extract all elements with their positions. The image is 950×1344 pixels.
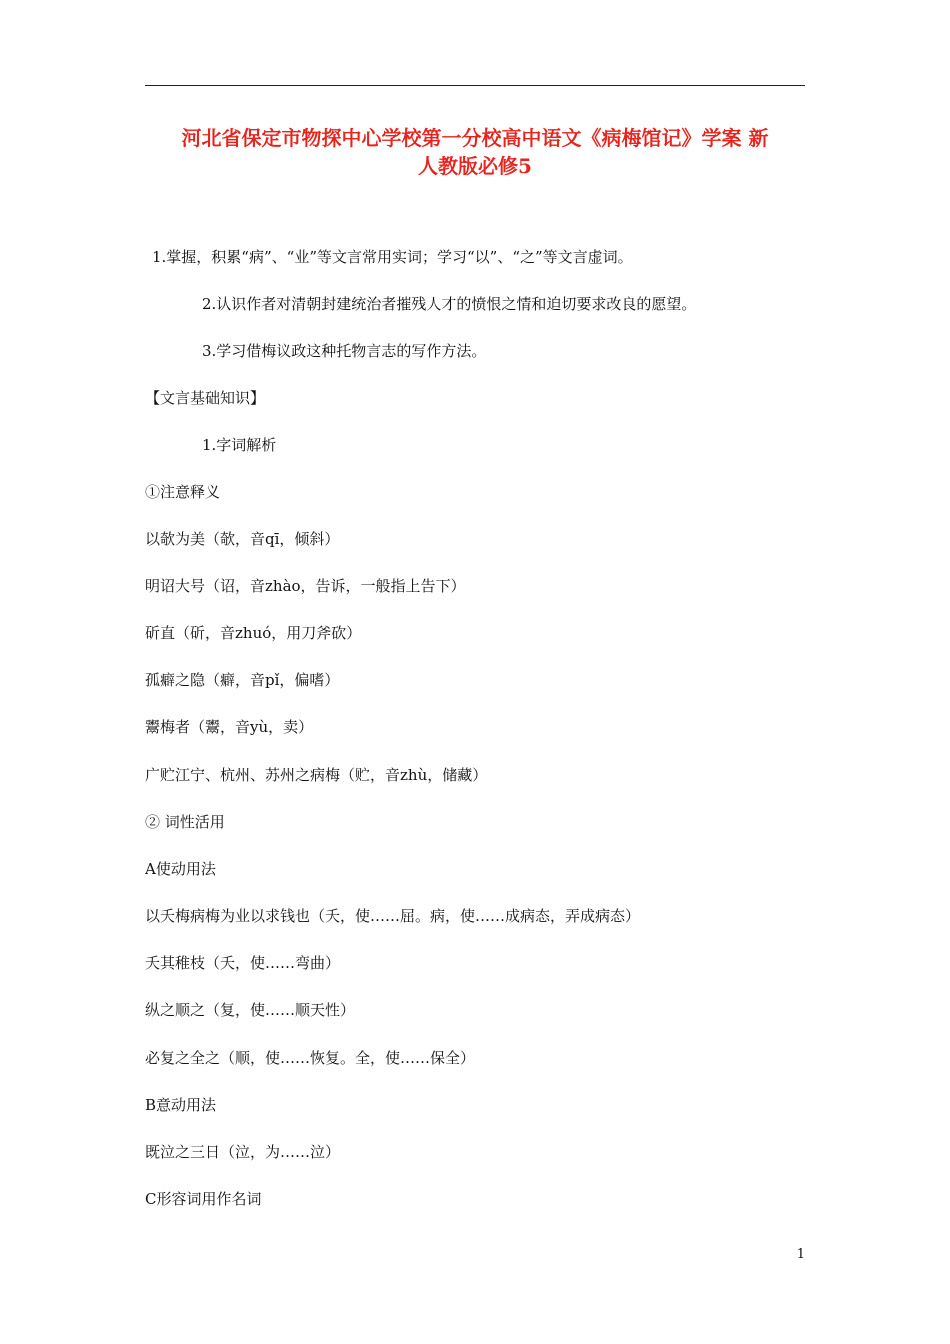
note-item: 以欹为美（欹，音qī，倾斜）	[145, 530, 340, 548]
section-heading: 【文言基础知识】	[145, 389, 266, 407]
putative-heading: B意动用法	[145, 1096, 217, 1114]
page-number: 1	[796, 1247, 805, 1262]
notes-heading: ①注意释义	[145, 483, 221, 501]
causative-item: 夭其稚枝（夭，使……弯曲）	[145, 954, 341, 972]
title-line-2: 人教版必修5	[418, 154, 532, 178]
header-rule	[145, 85, 805, 86]
document-title	[145, 124, 805, 180]
objective-1: 1.掌握，积累“病”、“业”等文言常用实词；学习“以”、“之”等文言虚词。	[152, 248, 633, 266]
title-line-1: 河北省保定市物探中心学校第一分校高中语文《病梅馆记》学案 新	[181, 126, 769, 150]
causative-item: 必复之全之（顺，使……恢复。全，使……保全）	[145, 1049, 476, 1067]
note-item: 斫直（斫，音zhuó，用刀斧砍）	[145, 624, 362, 642]
note-item: 广贮江宁、杭州、苏州之病梅（贮，音zhù，储藏）	[145, 766, 488, 784]
causative-item: 纵之顺之（复，使……顺天性）	[145, 1001, 356, 1019]
objective-2: 2.认识作者对清朝封建统治者摧残人才的愤恨之情和迫切要求改良的愿望。	[202, 295, 697, 313]
objective-3: 3.学习借梅议政这种托物言志的写作方法。	[202, 342, 487, 360]
usage-heading: ② 词性活用	[145, 813, 225, 831]
putative-item: 既泣之三日（泣，为……泣）	[145, 1143, 341, 1161]
causative-item: 以夭梅病梅为业以求钱也（夭，使……屈。病，使……成病态，弄成病态）	[145, 907, 641, 925]
subsection-heading: 1.字词解析	[202, 436, 277, 454]
note-item: 鬻梅者（鬻，音yù，卖）	[145, 718, 314, 736]
causative-heading: A使动用法	[145, 860, 216, 878]
adjective-heading: C形容词用作名词	[145, 1190, 262, 1208]
note-item: 孤癖之隐（癖，音pǐ，偏嗜）	[145, 671, 340, 689]
note-item: 明诏大号（诏，音zhào，告诉，一般指上告下）	[145, 577, 466, 595]
